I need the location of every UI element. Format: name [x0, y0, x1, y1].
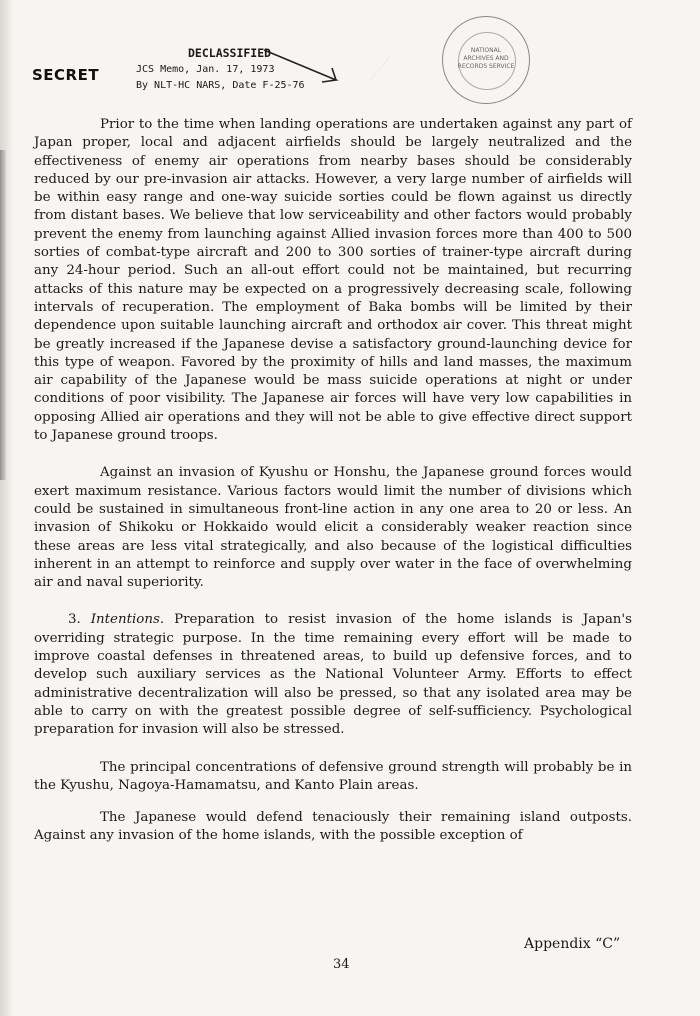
paragraph-concentrations: The principal concentrations of defensive ground strength will probably be in the Kyushu, Nagoya-Hamamatsu, and Kanto Plain areas. [34, 759, 632, 793]
paragraph-intentions-text: Preparation to resist invasion of the home islands is Japan's overriding strategic purpose. In the time remaining every effort will be made to improve coastal defenses in threatened areas, to build up defensive forces, and to develop such auxiliary services as the National Volunteer Army. Efforts to effect administrative decentralization will also be pressed, so that any isolated area may be able to carry on with the greatest possible degree of self-sufficiency. Psychological preparation for invasion will also be stressed. [34, 612, 632, 738]
paragraph-ground-forces: Against an invasion of Kyushu or Honshu, the Japanese ground forces would exert maximum resistance. Various factors would limit the number of divisions which could be sustained in simultaneous front-line action in any one area to 20 or less. An invasion of Shikoku or Hokkaido would elicit a considerably weaker reaction since these areas are less vital strategically, and also because of the logistical difficulties inherent in an attempt to reinforce and supply over water in the face of overwhelming air and naval superiority. [34, 465, 632, 591]
section-number: 3. [68, 612, 81, 628]
seal-text-line: RECORDS SERVICE [457, 63, 515, 70]
paragraph-island-outposts: The Japanese would defend tenaciously their remaining island outposts. Against any invasion of the home islands, with the possible exception of [34, 810, 632, 844]
archives-seal-icon [442, 16, 530, 104]
by-line: By NLT-HC NARS, Date F-25-76 [136, 80, 305, 91]
seal-text-line: ARCHIVES AND [463, 55, 509, 62]
declassified-stamp: DECLASSIFIED [188, 46, 272, 60]
paragraph-intentions [34, 611, 632, 739]
page-number: 34 [333, 957, 350, 972]
binding-mark [0, 150, 6, 480]
memo-line: JCS Memo, Jan. 17, 1973 [136, 64, 275, 75]
section-heading: Intentions. [90, 612, 165, 628]
appendix-label: Appendix “C” [524, 936, 621, 952]
document-body [34, 116, 632, 865]
paragraph-air-operations: Prior to the time when landing operations are undertaken against any part of Japan proper, local and adjacent airfields should be largely neutralized and the effectiveness of enemy air operations from nearby bases should be considerably reduced by our pre-invasion air attacks. However, a very large number of airfields will be within easy range and one-way suicide sorties could be flown against us directly from distant bases. We believe that low serviceability and other factors would probably prevent the enemy from launching against Allied invasion forces more than 400 to 500 sorties of combat-type aircraft and 200 to 300 sorties of trainer-type aircraft during any 24-hour period. Such an all-out effort could not be maintained, but recurring attacks of this nature may be expected on a progressively decreasing scale, following intervals of recuperation. The employment of Baka bombs will be limited by their dependence upon suitable launching aircraft and orthodox air cover. This threat might be greatly increased if the Japanese devise a satisfactory ground-launching device for this type of weapon. Favored by the proximity of hills and land masses, the maximum air capability of the Japanese would be mass suicide operations at night or under conditions of poor visibility. The Japanese air forces will have very low capabilities in opposing Allied air operations and they will not be able to give effective direct support to Japanese ground troops. [34, 117, 632, 444]
classification-mark: SECRET [32, 66, 100, 84]
seal-text-line: NATIONAL [470, 47, 502, 54]
handwritten-stroke-icon [262, 46, 342, 86]
